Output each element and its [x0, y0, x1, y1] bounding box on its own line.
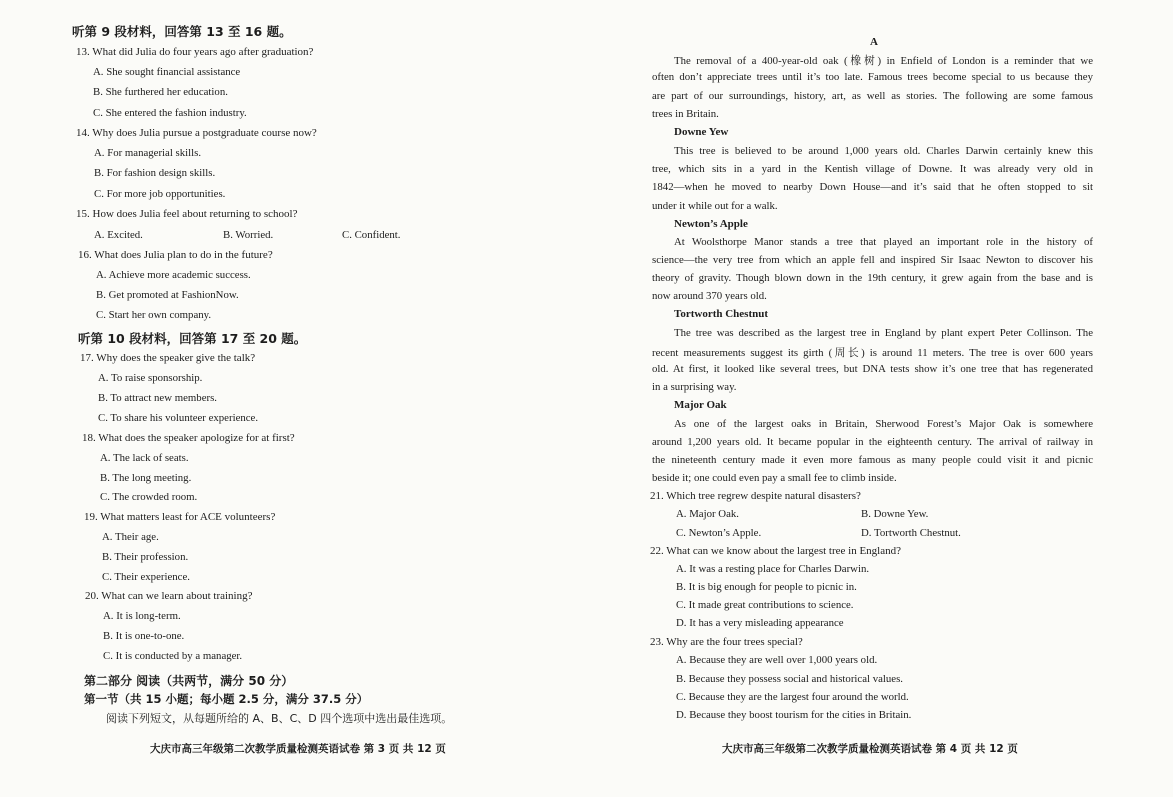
p4-line-2: around 1,200 years old. It became popular in the eighteenth century. The arrival of railway in: [652, 436, 1093, 448]
p3-line-2: recent measurements suggest its girth (周长) is around 11 meters. The tree is over 600 years: [652, 347, 1093, 359]
option-16b: B. Get promoted at FashionNow.: [96, 289, 239, 301]
question-19: 19. What matters least for ACE volunteers?: [84, 511, 276, 523]
p2-line-3: theory of gravity. Though blown down in the 19th century, it grew again from the base and is: [652, 272, 1093, 284]
option-14b: B. For fashion design skills.: [94, 167, 216, 179]
question-20: 20. What can we learn about training?: [85, 590, 253, 602]
p3-line-4: in a surprising way.: [652, 381, 737, 393]
option-22d: D. It has a very misleading appearance: [676, 617, 844, 629]
option-22a: A. It was a resting place for Charles Darwin.: [676, 563, 870, 575]
tree-title-downe-yew: Downe Yew: [674, 126, 729, 138]
option-20a: A. It is long-term.: [103, 610, 181, 622]
option-15c: C. Confident.: [342, 229, 401, 241]
option-16c: C. Start her own company.: [96, 309, 212, 321]
option-18b: B. The long meeting.: [100, 472, 192, 484]
option-23b: B. Because they possess social and historical values.: [676, 673, 903, 685]
p1-line-1: This tree is believed to be around 1,000 years old. Charles Darwin certainly knew this: [674, 145, 1093, 157]
p4-line-1: As one of the largest oaks in Britain, Sherwood Forest’s Major Oak is somewhere: [674, 418, 1093, 430]
tree-title-major-oak: Major Oak: [674, 399, 727, 411]
option-20c: C. It is conducted by a manager.: [103, 650, 243, 662]
p1-line-2: tree, which sits in a yard in the Kentish village of Downe. It was already very old in: [652, 163, 1093, 175]
option-21d: D. Tortworth Chestnut.: [861, 527, 961, 539]
intro-line-4: trees in Britain.: [652, 108, 719, 120]
p2-line-2: science—the very tree from which an apple fell and inspired Sir Isaac Newton to discover his: [652, 254, 1093, 266]
question-14: 14. Why does Julia pursue a postgraduate course now?: [76, 127, 317, 139]
option-17a: A. To raise sponsorship.: [98, 372, 203, 384]
option-15b: B. Worried.: [223, 229, 274, 241]
question-15: 15. How does Julia feel about returning to school?: [76, 208, 298, 220]
option-21b: B. Downe Yew.: [861, 508, 929, 520]
p1-line-3: 1842—when he moved to nearby Down House—and it’s said that he often stopped to sit: [652, 181, 1093, 193]
intro-line-3: are part of our surroundings, history, art, as well as stories. The following are some famous: [652, 90, 1093, 102]
option-22c: C. It made great contributions to science.: [676, 599, 854, 611]
question-16: 16. What does Julia plan to do in the future?: [78, 249, 273, 261]
section-header-10: 听第 10 段材料，回答第 17 至 20 题。: [78, 331, 307, 346]
question-17: 17. Why does the speaker give the talk?: [80, 352, 256, 364]
p3-line-1: The tree was described as the largest tree in England by plant expert Peter Collinson. The: [674, 327, 1093, 339]
option-13c: C. She entered the fashion industry.: [93, 107, 247, 119]
p2-line-4: now around 370 years old.: [652, 290, 767, 302]
option-13b: B. She furthered her education.: [93, 86, 228, 98]
option-14c: C. For more job opportunities.: [94, 188, 226, 200]
option-22b: B. It is big enough for people to picnic in.: [676, 581, 857, 593]
option-21a: A. Major Oak.: [676, 508, 739, 520]
question-18: 18. What does the speaker apologize for at first?: [82, 432, 295, 444]
option-23d: D. Because they boost tourism for the cities in Britain.: [676, 709, 912, 721]
p4-line-4: beside it; one could even pay a small fee to climb inside.: [652, 472, 897, 484]
option-17c: C. To share his volunteer experience.: [98, 412, 259, 424]
option-18c: C. The crowded room.: [100, 491, 198, 503]
option-13a: A. She sought financial assistance: [93, 66, 241, 78]
page-footer-3: 大庆市高三年级第二次教学质量检测英语试卷 第 3 页 共 12 页: [150, 743, 446, 755]
page-footer-4: 大庆市高三年级第二次教学质量检测英语试卷 第 4 页 共 12 页: [722, 743, 1018, 755]
option-19b: B. Their profession.: [102, 551, 189, 563]
option-17b: B. To attract new members.: [98, 392, 217, 404]
option-23c: C. Because they are the largest four around the world.: [676, 691, 909, 703]
option-14a: A. For managerial skills.: [94, 147, 202, 159]
tree-title-newtons-apple: Newton’s Apple: [674, 218, 748, 230]
tree-title-tortworth-chestnut: Tortworth Chestnut: [674, 308, 769, 320]
option-19c: C. Their experience.: [102, 571, 190, 583]
passage-label: A: [870, 36, 878, 48]
question-23: 23. Why are the four trees special?: [650, 636, 803, 648]
reading-instruction: 阅读下列短文，从每题所给的 A、B、C、D 四个选项中选出最佳选项。: [106, 712, 453, 725]
intro-line-2: often don’t appreciate trees until it’s too late. Famous trees become special to us because they: [652, 71, 1093, 83]
section-header-9: 听第 9 段材料，回答第 13 至 16 题。: [72, 24, 292, 39]
option-18a: A. The lack of seats.: [100, 452, 189, 464]
option-21c: C. Newton’s Apple.: [676, 527, 762, 539]
option-16a: A. Achieve more academic success.: [96, 269, 251, 281]
question-21: 21. Which tree regrew despite natural disasters?: [650, 490, 861, 502]
intro-line-1: The removal of a 400-year-old oak (橡树) in Enfield of London is a reminder that we: [674, 55, 1093, 67]
p4-line-3: the nineteenth century made it even more famous as many people could visit it and picnic: [652, 454, 1093, 466]
right-page: [590, 0, 1173, 797]
question-22: 22. What can we know about the largest tree in England?: [650, 545, 901, 557]
p1-line-4: under it while out for a walk.: [652, 200, 778, 212]
part-two-heading: 第二部分 阅读（共两节，满分 50 分）: [84, 674, 294, 688]
option-23a: A. Because they are well over 1,000 years old.: [676, 654, 878, 666]
p2-line-1: At Woolsthorpe Manor stands a tree that played an important role in the history of: [674, 236, 1093, 248]
p3-line-3: old. At first, it looked like several trees, but DNA tests show it’s one tree that has regenerated: [652, 363, 1093, 375]
option-15a: A. Excited.: [94, 229, 143, 241]
question-13: 13. What did Julia do four years ago after graduation?: [76, 46, 314, 58]
option-20b: B. It is one-to-one.: [103, 630, 185, 642]
option-19a: A. Their age.: [102, 531, 159, 543]
section-one-heading: 第一节（共 15 小题；每小题 2.5 分，满分 37.5 分）: [84, 692, 369, 706]
